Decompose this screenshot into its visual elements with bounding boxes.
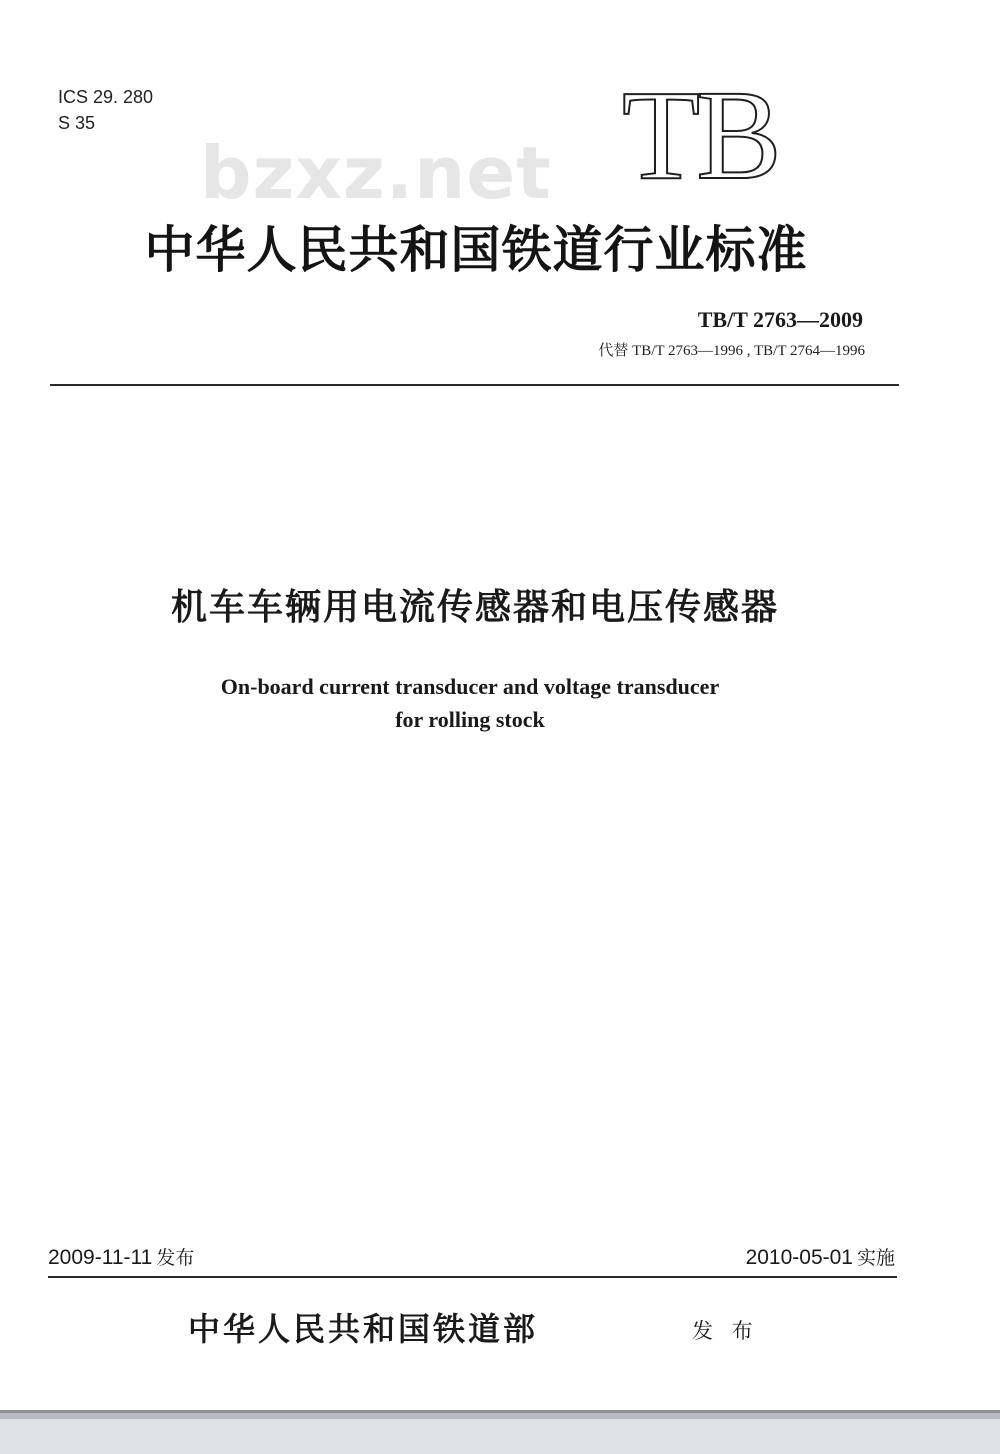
watermark: bzxz.net bbox=[200, 131, 552, 215]
publisher: 中华人民共和国铁道部 bbox=[188, 1310, 539, 1348]
document-title-cn: 机车车辆用电流传感器和电压传感器 bbox=[170, 587, 779, 628]
title-en-line-1: On-board current transducer and voltage transducer bbox=[220, 674, 720, 699]
issue-label: 发布 bbox=[156, 1247, 195, 1269]
classification-codes bbox=[58, 84, 153, 136]
title-en-line-2: for rolling stock bbox=[395, 707, 545, 732]
publish-label: 发 布 bbox=[692, 1319, 759, 1343]
standard-title: 中华人民共和国铁道行业标准 bbox=[144, 221, 808, 279]
class-code: S 35 bbox=[58, 113, 96, 133]
bar-shadow bbox=[0, 1413, 1000, 1419]
issue-date: 2009-11-11 bbox=[48, 1246, 153, 1269]
standard-number: TB/T 2763—2009 bbox=[697, 307, 863, 332]
replaces-note: 代替 TB/T 2763—1996 , TB/T 2764—1996 bbox=[598, 343, 865, 359]
implementation-label: 实施 bbox=[856, 1247, 895, 1269]
tb-logo: TB bbox=[622, 64, 778, 206]
top-divider bbox=[50, 384, 899, 386]
viewer-bottom-bar bbox=[0, 1410, 1000, 1454]
implementation-date: 2010-05-01 bbox=[745, 1246, 853, 1269]
document-title-en bbox=[60, 670, 880, 736]
implementation-date-block bbox=[746, 1240, 895, 1276]
bottom-divider bbox=[48, 1276, 897, 1278]
ics-code: ICS 29. 280 bbox=[58, 87, 154, 107]
issue-date-block bbox=[48, 1240, 194, 1276]
